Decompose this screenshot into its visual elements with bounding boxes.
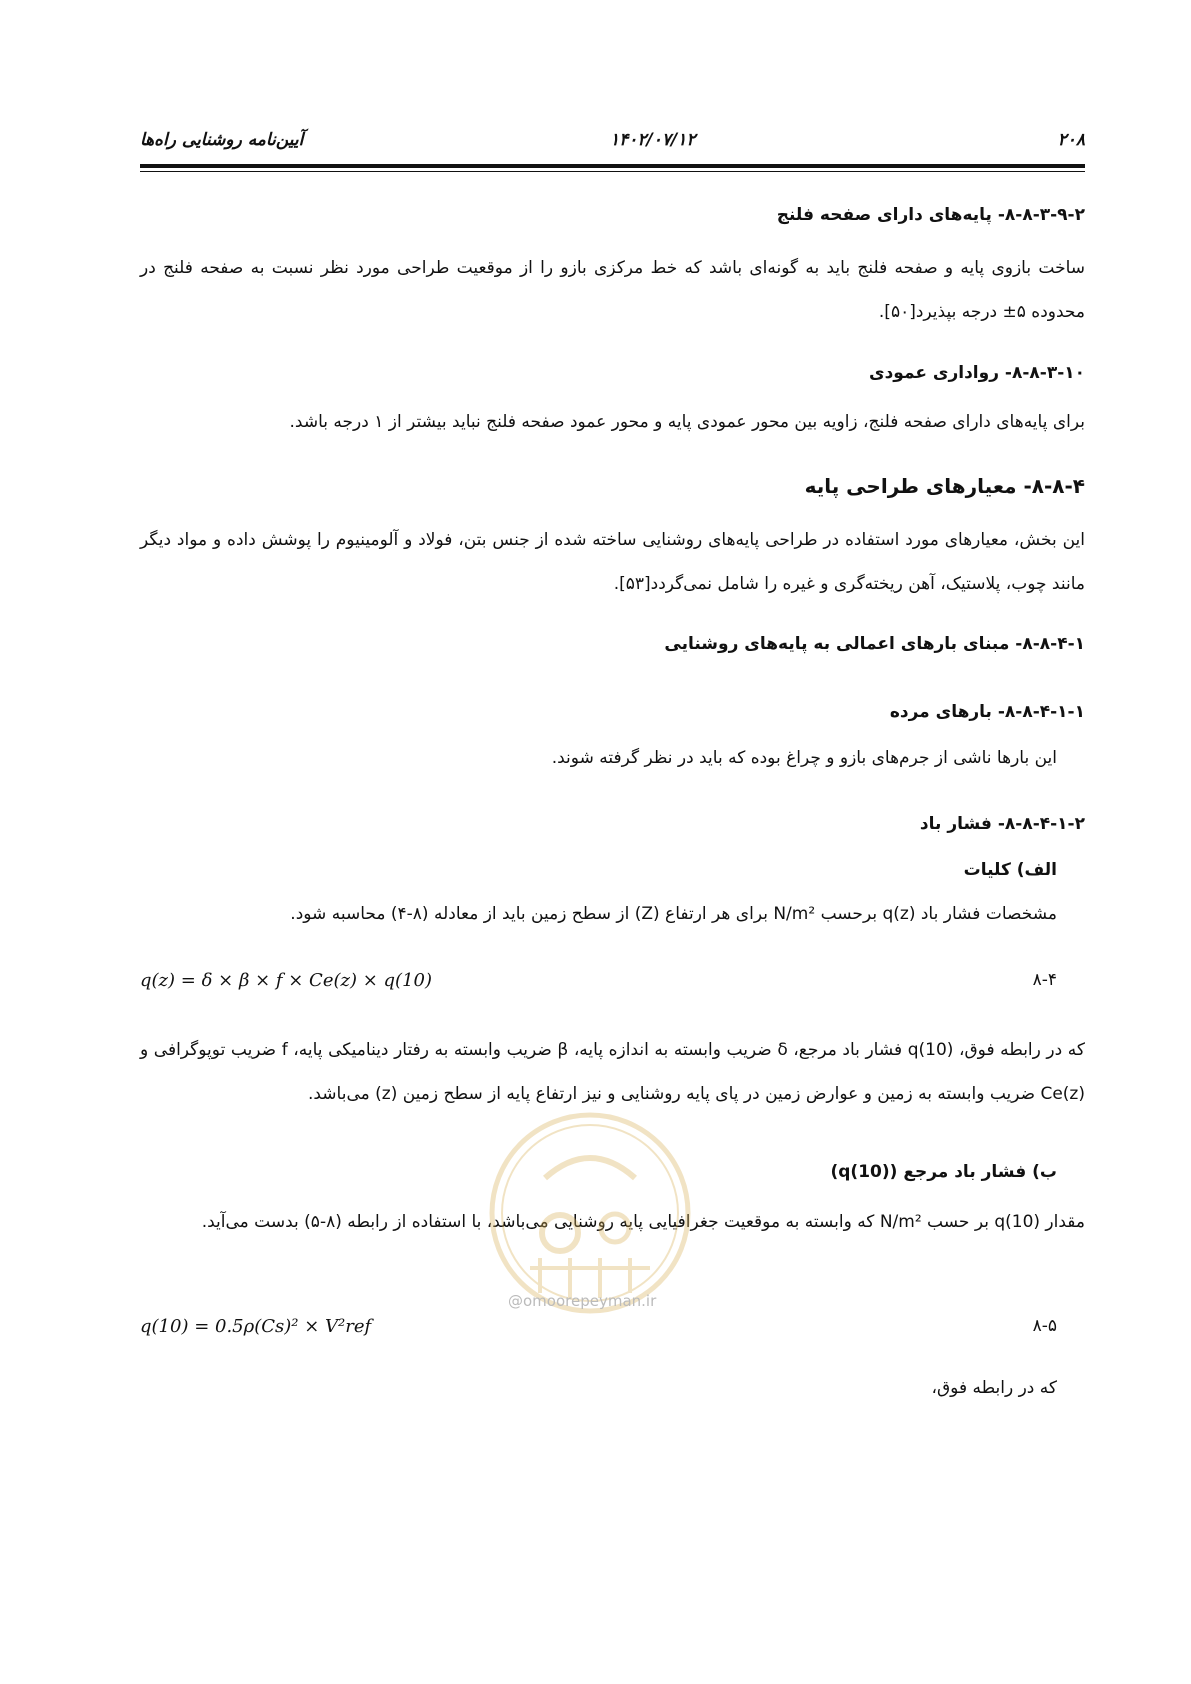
section-heading-pole-design-criteria: ۸-۸-۴- معیارهای طراحی پایه <box>804 474 1085 498</box>
section-tail-text: که در رابطه فوق، <box>931 1378 1057 1398</box>
header-rule-thin <box>140 171 1085 172</box>
page-number: ۲۰۸ <box>1057 130 1085 150</box>
subsection-reference-pressure: ب) فشار باد مرجع (q(10)) <box>830 1162 1057 1182</box>
equation-number-5: ۸-۵ <box>1032 1316 1057 1336</box>
section-heading-vertical-tolerance: ۸-۸-۳-۱۰- رواداری عمودی <box>868 363 1085 383</box>
section-heading-flange-poles: ۸-۸-۳-۹-۲- پایه‌های دارای صفحه فلنج <box>776 205 1085 225</box>
section-body-flange-poles: ساخت بازوی پایه و صفحه فلنج باید به گونه‌ای باشد که خط مرکزی بازو را از موقعیت طراحی مورد نظر نسبت به صفحه فلنج در محدوده ۵± درجه بپذیرد[۵۰]. <box>140 258 1085 322</box>
document-title: آیین‌نامه روشنایی راه‌ها <box>140 130 304 150</box>
section-body-vertical-tolerance: برای پایه‌های دارای صفحه فلنج، زاویه بین محور عمودی پایه و محور عمود صفحه فلنج نباید بیشتر از ۱ درجه باشد. <box>289 412 1085 432</box>
section-heading-load-basis: ۸-۸-۴-۱- مبنای بارهای اعمالی به پایه‌های روشنایی <box>664 634 1085 654</box>
equation-reference-pressure: q(10) = 0.5ρ(Cs)² × V²ref <box>140 1316 372 1337</box>
equation-wind-pressure: q(z) = δ × β × f × Ce(z) × q(10) <box>140 970 433 991</box>
section-heading-dead-loads: ۸-۸-۴-۱-۱- بارهای مرده <box>889 702 1085 722</box>
section-body-pole-design-criteria: این بخش، معیارهای مورد استفاده در طراحی پایه‌های روشنایی ساخته شده از جنس بتن، فولاد و آلومینیوم را پوشش داده و مواد دیگر مانند چوب، پلاستیک، آهن ریخته‌گری و غیره را شامل نمی‌گردد[۵۳]. <box>140 530 1085 594</box>
section-body-dead-loads: این بارها ناشی از جرم‌های بازو و چراغ بوده که باید در نظر گرفته شوند. <box>551 748 1057 768</box>
equation-number-4: ۸-۴ <box>1032 970 1057 990</box>
subsection-general: الف) کلیات <box>963 860 1057 880</box>
section-heading-wind-pressure: ۸-۸-۴-۱-۲- فشار باد <box>919 814 1085 834</box>
section-body-wind-general: مشخصات فشار باد q(z) برحسب N/m² برای هر ارتفاع (Z) از سطح زمین باید از معادله (۸-۴) محاسبه شود. <box>290 904 1057 924</box>
header-date: ۱۴۰۲/۰۷/۱۲ <box>610 130 696 150</box>
watermark-logo <box>485 1108 695 1318</box>
section-body-reference-pressure: مقدار q(10) بر حسب N/m² که وابسته به موقعیت جغرافیایی پایه روشنایی می‌باشد، با استفاده از رابطه (۸-۵) بدست می‌آید. <box>201 1212 1085 1232</box>
section-body-wind-definitions: که در رابطه فوق، q(10) فشار باد مرجع، δ ضریب وابسته به اندازه پایه، β ضریب وابسته به رفتار دینامیکی پایه، f ضریب توپوگرافی و Ce(z) ضریب وابسته به زمین و عوارض زمین در پای پایه روشنایی و نیز ارتفاع پایه از سطح زمین (z) می‌باشد. <box>140 1040 1085 1104</box>
page-header <box>140 130 1085 158</box>
header-rule <box>140 164 1085 168</box>
watermark-url: @omoorepeyman.ir <box>508 1292 657 1310</box>
